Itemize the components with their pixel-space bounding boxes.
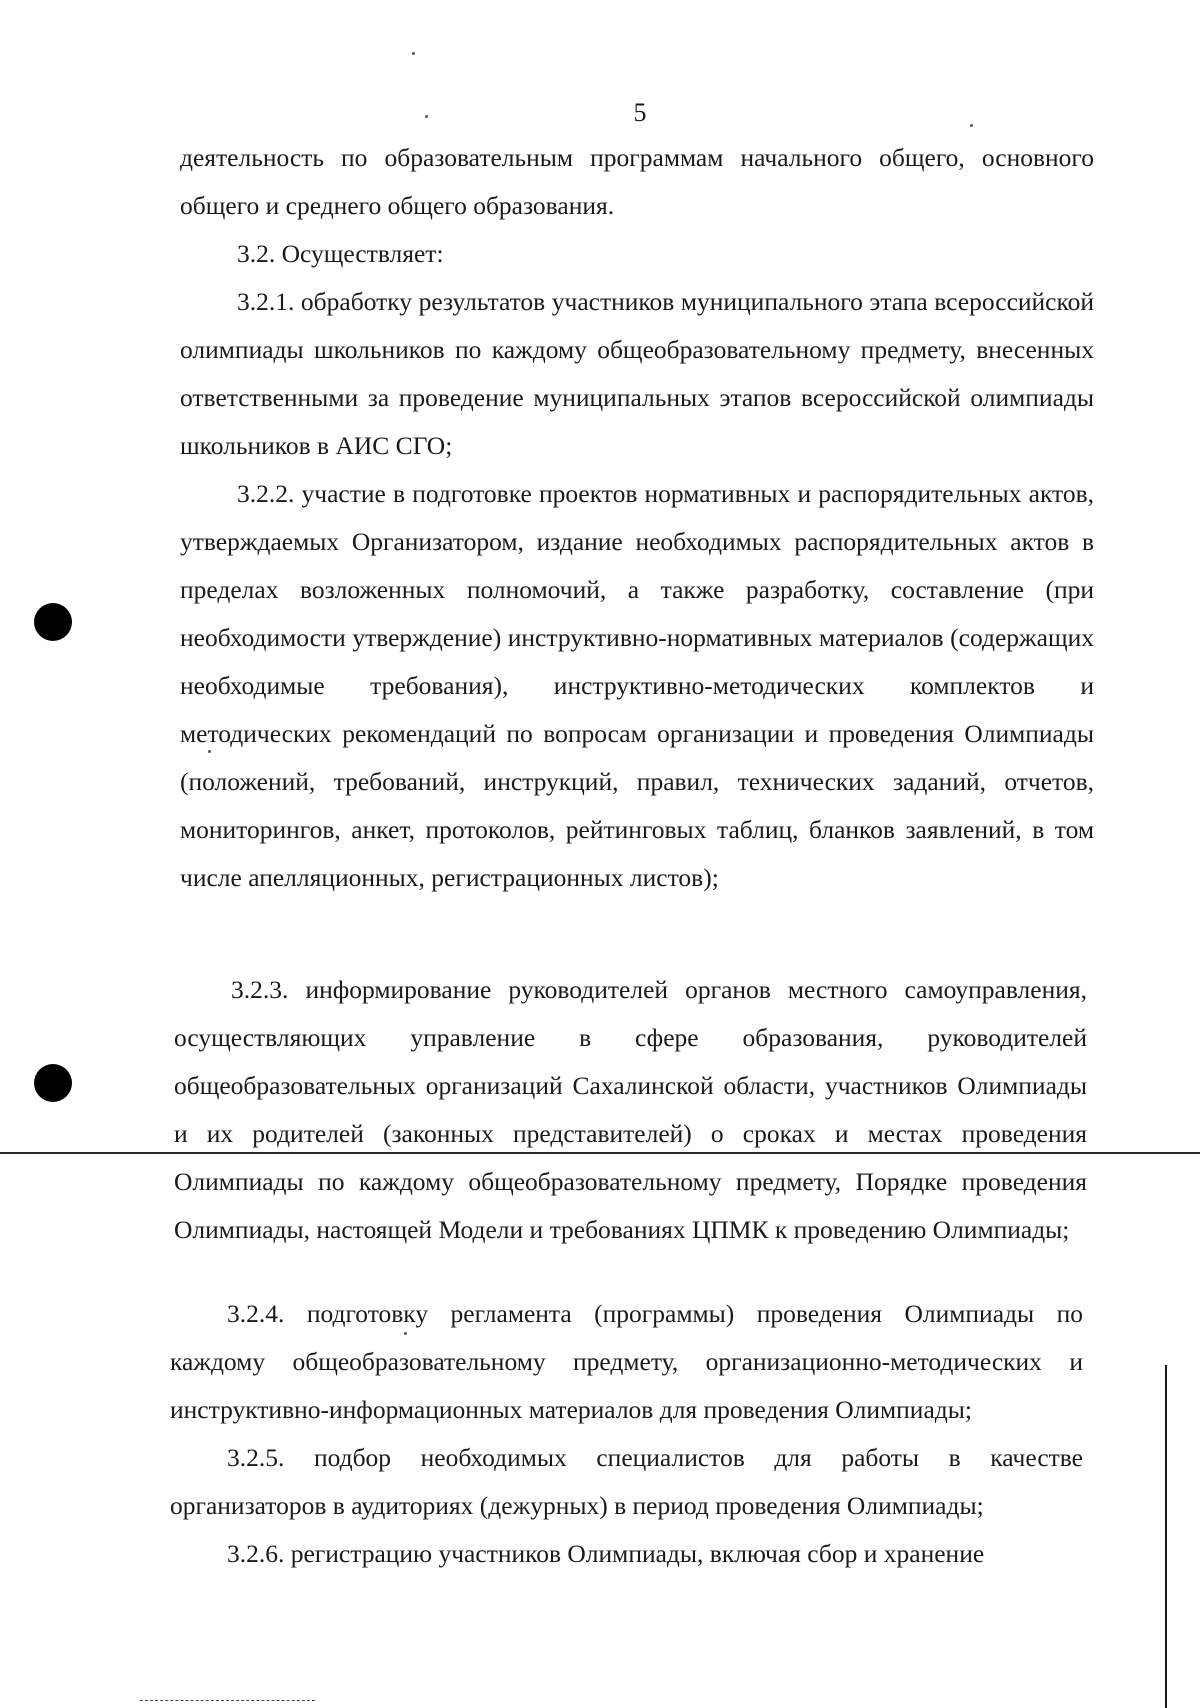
body-text-top [180, 134, 1094, 902]
paragraph-3-2-4: 3.2.4. подготовку регламента (программы) проведения Олимпиады по каждому общеобразовательному предмету, организационно-методических и инструктивно-информационных материалов для проведения Олимпиады; [170, 1299, 1083, 1424]
scan-speck [970, 124, 973, 127]
body-text-middle [174, 966, 1087, 1254]
paragraph-continuation: деятельность по образовательным программам начального общего, основного общего и среднего общего образования. [180, 143, 1094, 220]
punch-hole-mark [34, 1064, 72, 1102]
page-number: 5 [633, 98, 647, 127]
body-text-bottom [170, 1290, 1083, 1578]
scan-speck [404, 1332, 407, 1335]
scan-speck [412, 52, 415, 55]
scan-edge-line [1165, 1365, 1167, 1708]
scan-fold-line [0, 1152, 1200, 1154]
paragraph-3-2-6: 3.2.6. регистрацию участников Олимпиады, включая сбор и хранение [227, 1539, 985, 1568]
paragraph-3-2: 3.2. Осуществляет: [237, 239, 444, 268]
scan-bottom-rule [140, 1700, 315, 1701]
scan-speck [425, 115, 428, 118]
paragraph-3-2-1: 3.2.1. обработку результатов участников муниципального этапа всероссийской олимпиады школьников по каждому общеобразовательному предмету, внесенных ответственными за проведение муниципальных этапов всероссийской олимпиады школьников в АИС СГО; [180, 287, 1094, 460]
paragraph-3-2-3: 3.2.3. информирование руководителей органов местного самоуправления, осуществляющих управление в сфере образования, руководителей общеобразовательных организаций Сахалинской области, участников Олимпиады и их родителей (законных представителей) о сроках и местах проведения Олимпиады по каждому общеобразовательному предмету, Порядке проведения Олимпиады, настоящей Модели и требованиях ЦПМК к проведению Олимпиады; [174, 975, 1087, 1244]
scan-speck [208, 750, 211, 753]
paragraph-3-2-5: 3.2.5. подбор необходимых специалистов для работы в качестве организаторов в аудиториях (дежурных) в период проведения Олимпиады; [170, 1443, 1083, 1520]
punch-hole-mark [34, 603, 72, 641]
paragraph-3-2-2: 3.2.2. участие в подготовке проектов нормативных и распорядительных актов, утверждаемых Организатором, издание необходимых распорядительных актов в пределах возложенных полномочий, а также разработку, составление (при необходимости утверждение) инструктивно-нормативных материалов (содержащих необходимые требования), инструктивно-методических комплектов и методических рекомендаций по вопросам организации и проведения Олимпиады (положений, требований, инструкций, правил, технических заданий, отчетов, мониторингов, анкет, протоколов, рейтинговых таблиц, бланков заявлений, в том числе апелляционных, регистрационных листов); [180, 479, 1094, 892]
